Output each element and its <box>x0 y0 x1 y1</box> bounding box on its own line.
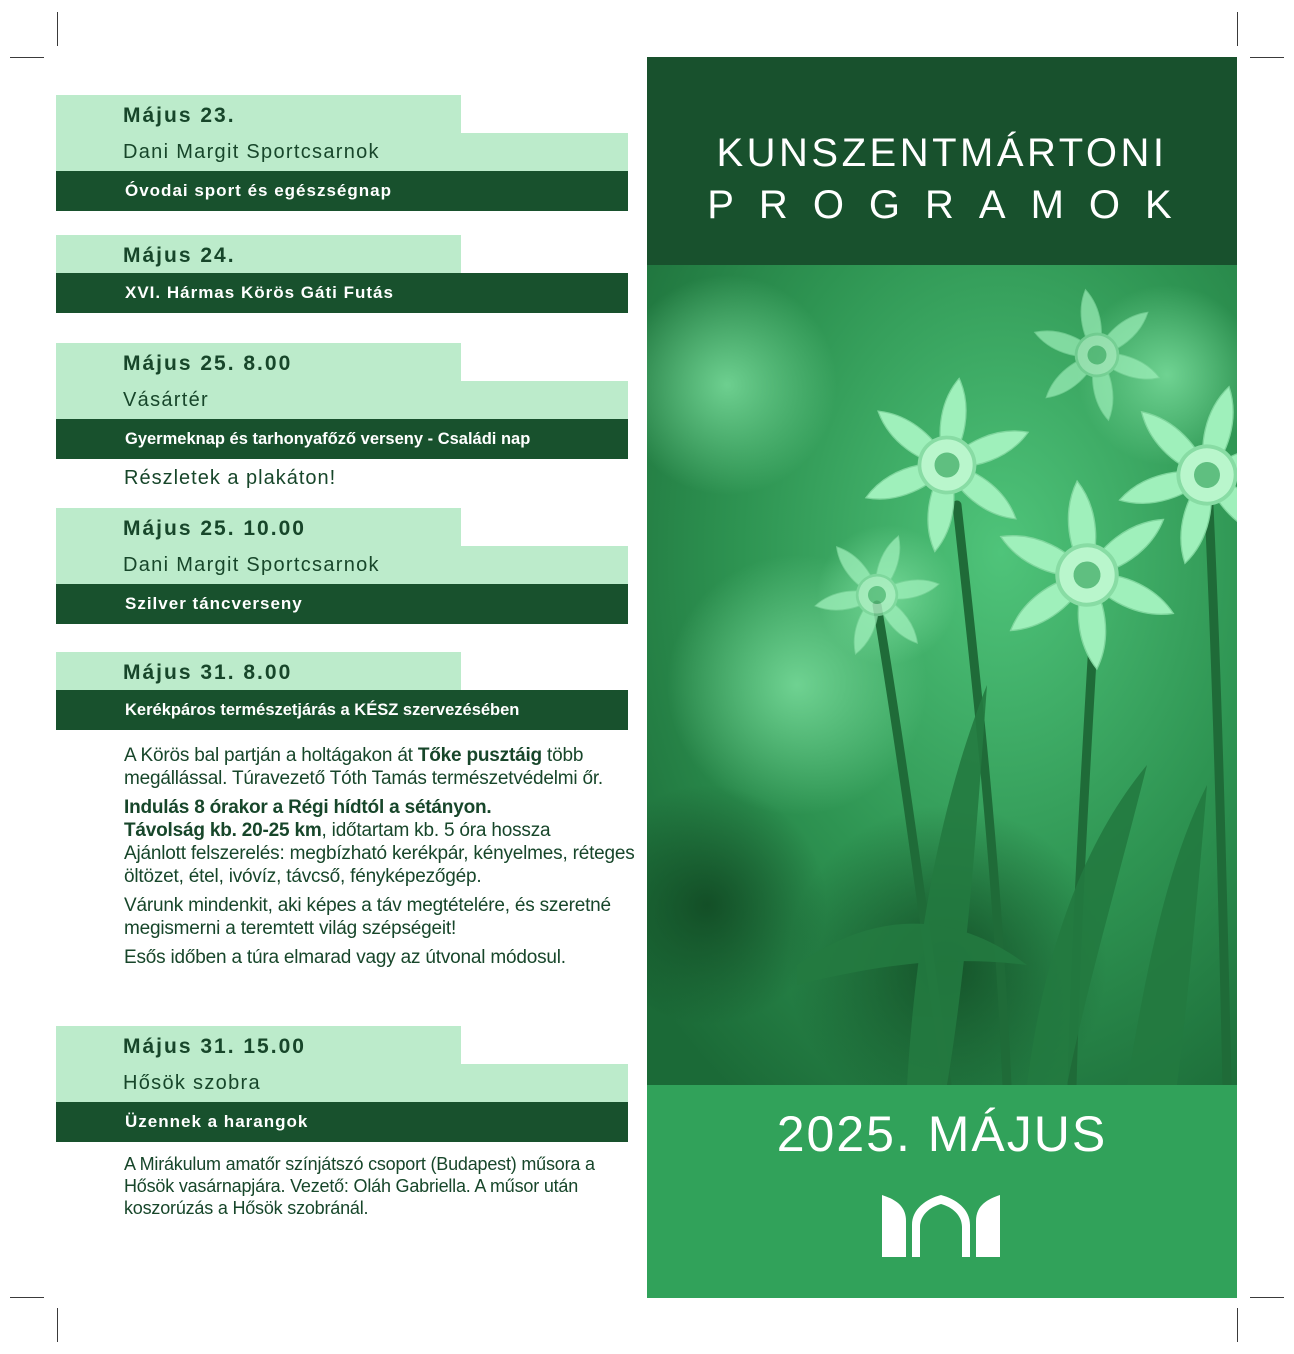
event-title: Kerékpáros természetjárás a KÉSZ szervezésében <box>56 690 628 730</box>
event-title: Gyermeknap és tarhonyafőző verseny - Családi nap <box>56 419 628 459</box>
event-place: Dani Margit Sportcsarnok <box>56 133 628 171</box>
crop-mark <box>10 57 44 58</box>
crop-mark <box>57 1308 58 1342</box>
event-title: Üzennek a harangok <box>56 1102 628 1142</box>
event-date: Május 31. 15.00 <box>56 1026 461 1064</box>
event-description <box>124 744 644 975</box>
event-place: Hősök szobra <box>56 1064 628 1102</box>
event-place: Dani Margit Sportcsarnok <box>56 546 628 584</box>
description-paragraph: Várunk mindenkit, aki képes a táv megtételére, és szeretné megismerni a teremtett világ szépségeit! <box>124 895 611 939</box>
cover-panel <box>647 57 1237 1298</box>
event-date: Május 23. <box>56 95 461 133</box>
text-run-bold: Tőke pusztáig <box>417 745 542 766</box>
crop-mark <box>10 1297 44 1298</box>
text-run: , időtartam kb. 5 óra hossza <box>321 820 551 841</box>
description-paragraph <box>124 796 644 888</box>
description-paragraph: Esős időben a túra elmarad vagy az útvonal módosul. <box>124 947 566 968</box>
text-run: Ajánlott felszerelés: megbízható kerékpár, kényelmes, réteges öltözet, étel, ivóvíz, távcső, fényképezőgép. <box>124 843 635 887</box>
crop-mark <box>1250 57 1284 58</box>
event-date: Május 31. 8.00 <box>56 652 461 690</box>
cover-title-line1: KUNSZENTMÁRTONI <box>716 131 1168 175</box>
event-block <box>56 508 628 624</box>
arch-logo-icon <box>882 1195 1000 1257</box>
event-block <box>56 1026 628 1142</box>
cover-title-line2: PROGRAMOK <box>707 183 1197 227</box>
event-note: Részletek a plakáton! <box>124 467 337 489</box>
event-description: A Mirákulum amatőr színjátszó csoport (Budapest) műsora a Hősök vasárnapjára. Vezető: Oláh Gabriella. A műsor után koszorúzás a Hősök szobránál. <box>124 1154 595 1218</box>
event-block <box>56 95 628 211</box>
event-block <box>56 235 628 313</box>
event-date: Május 25. 10.00 <box>56 508 461 546</box>
description-paragraph <box>124 744 644 790</box>
text-run-bold: Indulás 8 órakor a Régi hídtól a sétányon. <box>124 797 492 818</box>
event-title: Szilver táncverseny <box>56 584 628 624</box>
crop-mark <box>1237 1308 1238 1342</box>
event-title: Óvodai sport és egészségnap <box>56 171 628 211</box>
event-block <box>56 652 628 730</box>
event-date: Május 25. 8.00 <box>56 343 461 381</box>
crop-mark <box>1237 12 1238 46</box>
text-run: több megállással. Túravezető Tóth Tamás természetvédelmi őr. <box>124 745 604 789</box>
crop-mark <box>57 12 58 46</box>
cover-month: 2025. MÁJUS <box>776 1106 1108 1162</box>
event-block <box>56 343 628 459</box>
daffodil-photo <box>647 265 1237 1085</box>
text-run: A Körös bal partján a holtágakon át <box>124 745 418 766</box>
text-run-bold: Távolság kb. 20-25 km <box>124 820 322 841</box>
crop-mark <box>1250 1297 1284 1298</box>
event-date: Május 24. <box>56 235 461 273</box>
event-place: Vásártér <box>56 381 628 419</box>
event-title: XVI. Hármas Körös Gáti Futás <box>56 273 628 313</box>
